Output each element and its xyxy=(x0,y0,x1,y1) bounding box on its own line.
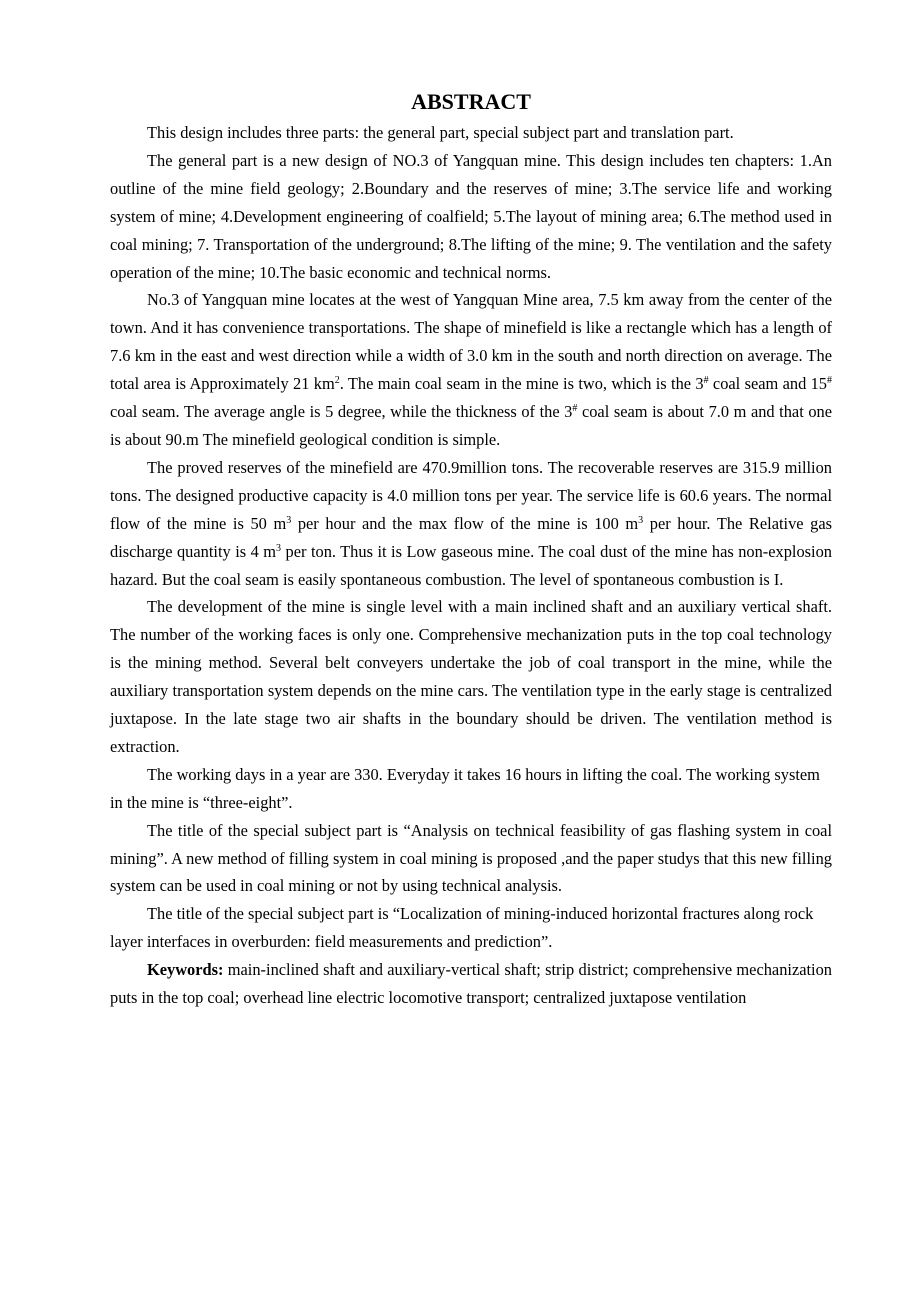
superscript: # xyxy=(703,375,709,387)
text-run: per hour and the max flow of the mine is 100 m xyxy=(291,513,639,533)
superscript: 3 xyxy=(638,514,644,526)
keywords-text: main-inclined shaft and auxiliary-vertical shaft; strip district; comprehensive mechanization puts in the top coal; overhead line electric locomotive transport; centralized juxtapose ventilation xyxy=(110,960,832,1008)
abstract-page xyxy=(110,86,832,1012)
superscript: 2 xyxy=(334,375,340,387)
paragraph-overview: This design includes three parts: the general part, special subject part and translation part. xyxy=(147,123,734,142)
keywords-label: Keywords: xyxy=(147,960,224,980)
superscript: # xyxy=(827,375,832,387)
paragraph-translation-part: The title of the special subject part is “Localization of mining-induced horizontal fractures along rock layer interfaces in overburden: field measurements and prediction”. xyxy=(110,904,814,952)
paragraph-mine-location xyxy=(110,286,832,453)
text-run: coal seam is about 7.0 m and that one is about 90.m The minefield geological condition is simple. xyxy=(110,402,833,449)
text-run: No.3 of Yangquan mine locates at the west of Yangquan Mine area, 7.5 km away from the center of the town. And it has convenience transportations. The shape of minefield is like a rectangle which has a length of 7.6 km in the east and west direction while a width of 3.0 km in the south and north direction on average. The total area is Approximately 21 km xyxy=(110,290,832,394)
paragraph-general-part: The general part is a new design of NO.3 of Yangquan mine. This design includes ten chapters: 1.An outline of the mine field geology; 2.Boundary and the reserves of mine; 3.The service life and working system of mine; 4.Development engineering of coalfield; 5.The layout of mining area; 6.The method used in coal mining; 7. Transportation of the underground; 8.The lifting of the mine; 9. The ventilation and the safety operation of the mine; 10.The basic economic and technical norms. xyxy=(110,150,832,282)
text-run: per ton. Thus it is Low gaseous mine. The coal dust of the mine has non-explosion hazard. But the coal seam is easily spontaneous combustion. The level of spontaneous combustion is I. xyxy=(110,541,832,589)
text-run: coal seam. The average angle is 5 degree, while the thickness of the 3 xyxy=(110,402,573,422)
paragraph-working-days: The working days in a year are 330. Everyday it takes 16 hours in lifting the coal. The working system in the mine is “three-eight”. xyxy=(110,764,820,812)
paragraph-development: The development of the mine is single level with a main inclined shaft and an auxiliary vertical shaft. The number of the working faces is only one. Comprehensive mechanization puts in the top coal technology is the mining method. Several belt conveyers undertake the job of coal transport in the mine, while the auxiliary transportation system depends on the mine cars. The ventilation type in the early stage is centralized juxtapose. In the late stage two air shafts in the boundary should be driven. The ventilation method is extraction. xyxy=(110,597,832,756)
abstract-title: ABSTRACT xyxy=(411,89,531,114)
superscript: # xyxy=(572,403,578,415)
text-run: The proved reserves of the minefield are 470.9million tons. The recoverable reserves are 315.9 million tons. The designed productive capacity is 4.0 million tons per year. The service life is 60.6 years. The normal flow of the mine is 50 m xyxy=(110,457,832,533)
paragraph-reserves xyxy=(110,454,832,594)
text-run: per hour. The Relative gas discharge quantity is 4 m xyxy=(110,513,833,561)
text-run: coal seam and 15 xyxy=(708,374,827,394)
paragraph-special-subject: The title of the special subject part is “Analysis on technical feasibility of gas flashing system in coal mining”. A new method of filling system in coal mining is proposed ,and the paper studys that this new filling system can be used in coal mining or not by using technical analysis. xyxy=(110,820,832,896)
superscript: 3 xyxy=(286,514,292,526)
text-run: . The main coal seam in the mine is two, which is the 3 xyxy=(339,374,704,394)
superscript: 3 xyxy=(276,542,282,554)
paragraph-keywords xyxy=(110,956,832,1012)
